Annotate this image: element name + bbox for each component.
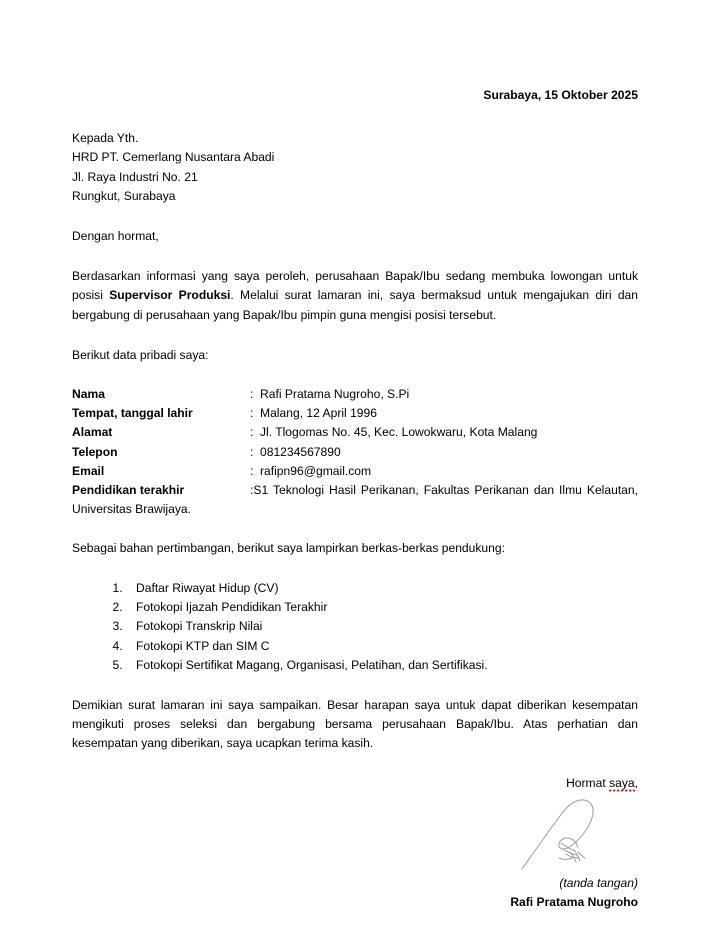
- intro-paragraph: [72, 267, 638, 325]
- data-pendidikan-terakhir-paragraph: [72, 481, 638, 519]
- data-value-alamat: [250, 423, 638, 442]
- data-row-email: [72, 462, 638, 481]
- data-row-alamat: [72, 423, 638, 442]
- data-value-alamat-text: Jl. Tlogomas No. 45, Kec. Lowokwaru, Kota Malang: [260, 425, 538, 440]
- data-label-telepon: Telepon: [72, 444, 118, 459]
- data-label-alamat: Alamat: [72, 425, 113, 440]
- list-item: 3. Fotokopi Transkrip Nilai: [126, 617, 638, 636]
- data-value-email-text: rafipn96@gmail.com: [260, 463, 372, 478]
- data-row-tempat-tanggal-lahir: [72, 404, 638, 423]
- data-value-email: [250, 462, 638, 481]
- data-value-nama-text: Rafi Pratama Nugroho, S.Pi: [260, 387, 410, 402]
- data-label-pendidikan-terakhir: Pendidikan terakhir: [72, 483, 185, 498]
- signature-area: [72, 796, 638, 874]
- data-value-pendidikan-terakhir-text: S1 Teknologi Hasil Perikanan, Fakultas Perikanan dan Ilmu Kelautan, Universitas Brawijaya.: [72, 483, 638, 517]
- signer-name: Rafi Pratama Nugroho: [510, 894, 638, 909]
- data-value-nama: [250, 385, 638, 404]
- data-row-nama: [72, 385, 638, 404]
- data-value-telepon: [250, 443, 638, 462]
- intro-text-before: Berdasarkan informasi yang saya peroleh, perusahaan Bapak/Ibu sedang membuka lowongan untuk posisi: [72, 269, 638, 303]
- recipient-line-4: Rungkut, Surabaya: [72, 188, 176, 203]
- closing-paragraph: Demikian surat lamaran ini saya sampaikan. Besar harapan saya untuk dapat diberikan kesempatan mengikuti proses seleksi dan bergabung bersama perusahaan Bapak/Ibu. Atas perhatian dan kesempatan yang diberikan, saya ucapkan terima kasih.: [72, 697, 638, 751]
- attachments-intro: Sebagai bahan pertimbangan, berikut saya lampirkan berkas-berkas pendukung:: [72, 541, 505, 556]
- colon-separator: :: [250, 406, 254, 421]
- data-label-tempat-tanggal-lahir: Tempat, tanggal lahir: [72, 406, 193, 421]
- list-item: 2. Fotokopi Ijazah Pendidikan Terakhir: [126, 598, 638, 617]
- recipient-address-block: [72, 129, 638, 206]
- signoff-greeting: [566, 774, 638, 793]
- personal-data-table: [72, 385, 638, 481]
- list-item: 1. Daftar Riwayat Hidup (CV): [126, 579, 638, 598]
- letter-content: [72, 86, 638, 912]
- recipient-line-3: Jl. Raya Industri No. 21: [72, 169, 198, 184]
- position-title: Supervisor Produksi: [109, 288, 231, 303]
- data-value-tempat-tanggal-lahir-text: Malang, 12 April 1996: [260, 406, 377, 421]
- salutation: Dengan hormat,: [72, 229, 159, 244]
- list-item: 5. Fotokopi Sertifikat Magang, Organisasi, Pelatihan, dan Sertifikasi.: [126, 656, 638, 675]
- list-item: 4. Fotokopi KTP dan SIM C: [126, 637, 638, 656]
- attachments-list: [72, 579, 638, 676]
- recipient-line-1: Kepada Yth.: [72, 131, 139, 146]
- date-line: Surabaya, 15 Oktober 2025: [483, 88, 638, 102]
- colon-separator: :: [250, 483, 254, 498]
- data-value-tempat-tanggal-lahir: [250, 404, 638, 423]
- signoff-block: [72, 774, 638, 912]
- recipient-line-2: HRD PT. Cemerlang Nusantara Abadi: [72, 150, 275, 165]
- data-label-nama: Nama: [72, 387, 105, 402]
- signature-caption: (tanda tangan): [559, 875, 638, 890]
- signoff-greeting-prefix: Hormat: [566, 776, 610, 791]
- personal-data-intro: Berikut data pribadi saya:: [72, 347, 209, 362]
- signoff-greeting-suffix: ,: [634, 776, 638, 791]
- data-row-telepon: [72, 443, 638, 462]
- data-row-pendidikan-terakhir: [72, 481, 638, 519]
- handwritten-signature-image: [518, 796, 604, 872]
- colon-separator: :: [250, 425, 254, 440]
- spellcheck-underlined-word: saya: [609, 776, 635, 791]
- data-label-email: Email: [72, 463, 105, 478]
- colon-separator: :: [250, 463, 254, 478]
- colon-separator: :: [250, 387, 254, 402]
- intro-text-after: . Melalui surat lamaran ini, saya bermaksud untuk mengajukan diri dan bergabung di perusahaan yang Bapak/Ibu pimpin guna mengisi posisi tersebut.: [72, 288, 638, 322]
- colon-separator: :: [250, 444, 254, 459]
- data-value-telepon-text: 081234567890: [260, 444, 341, 459]
